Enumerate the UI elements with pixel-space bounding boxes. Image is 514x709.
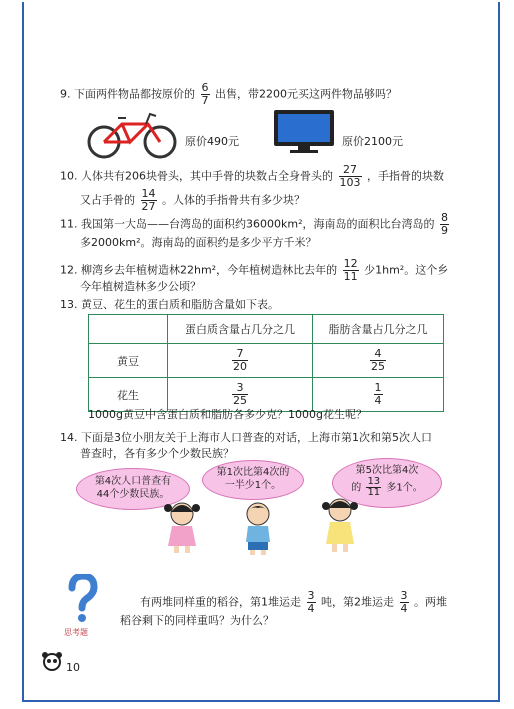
q9-text-after: 出售，带2200元买这两件物品够吗？ — [215, 87, 397, 101]
q11-fraction: $\frac{8}{9}$ — [441, 211, 448, 237]
think-fraction-2: $\frac{3}{4}$ — [400, 589, 408, 615]
table-row — [89, 344, 444, 378]
bike-price: 原价490元 — [185, 135, 239, 148]
think-question: 有两堆同样重的稻谷，第1堆运走 $\frac{3}{4}$ 吨，第2堆运走 $\frac{3}{4}$ 。两堆 — [140, 589, 447, 615]
question-9 — [60, 82, 397, 107]
table-cell-fraction: $\frac{1}{4}$ — [374, 381, 382, 407]
question-13: 13. 黄豆、花生的蛋白质和脂肪含量如下表。 — [60, 298, 279, 311]
think-badge: 思考题 — [64, 628, 88, 637]
question-mark-icon — [64, 574, 100, 624]
table-cell-fraction: $\frac{7}{20}$ — [233, 347, 248, 373]
table-cell-fraction: $\frac{3}{25}$ — [233, 381, 248, 407]
bicycle-image — [86, 110, 178, 160]
bubble-fraction: $\frac{13}{11}$ — [367, 476, 381, 498]
table-header: 脂肪含量占几分之几 — [313, 315, 444, 344]
question-11-line-2: 多2000km²。海南岛的面积约是多少平方千米？ — [80, 236, 317, 249]
table-cell-fraction: $\frac{4}{25}$ — [371, 347, 386, 373]
boy-illustration — [236, 500, 280, 556]
q9-text-before: 下面两件物品都按原价的 — [74, 87, 195, 101]
question-11: 11. 我国第一大岛——台湾岛的面积约36000km²，海南岛的面积比台湾岛的 $\frac{8}{9}$ — [60, 211, 448, 237]
table-row — [89, 378, 444, 412]
think-question-line-2: 稻谷剩下的同样重吗？为什么？ — [120, 614, 274, 627]
speech-bubble-2: 第1次比第4次的 一半少1个。 — [202, 460, 304, 500]
question-10: 10. 人体共有206块骨头，其中手骨的块数占全身骨头的 $\frac{27}{103}$ ，手指骨的块数 — [60, 163, 444, 189]
panda-icon — [40, 650, 64, 672]
table-row-label: 黄豆 — [89, 344, 168, 378]
speech-bubble-1: 第4次人口普查有 44个少数民族。 — [76, 468, 190, 510]
think-fraction-1: $\frac{3}{4}$ — [307, 589, 315, 615]
speech-bubble-3: 第5次比第4次 的 $\frac{13}{11}$ 多1个。 — [332, 458, 442, 508]
tv-price: 原价2100元 — [342, 135, 403, 148]
question-14: 14. 下面是3位小朋友关于上海市人口普查的对话，上海市第1次和第5次人口 — [60, 431, 432, 444]
tv-image — [272, 108, 336, 154]
question-14-line-2: 普查时，各有多少个少数民族？ — [80, 447, 234, 460]
q12-fraction: $\frac{12}{11}$ — [343, 257, 358, 283]
q10-fraction-1: $\frac{27}{103}$ — [339, 163, 361, 189]
q9-fraction: $\frac{6}{7}$ — [201, 81, 209, 107]
question-13-ask: 1000g黄豆中含蛋白质和脂肪各多少克？1000g花生呢？ — [88, 408, 367, 421]
nutrition-table — [88, 314, 444, 412]
table-row-label: 花生 — [89, 378, 168, 412]
girl-illustration-left — [160, 500, 204, 554]
q9-number: 9. — [60, 87, 71, 101]
q10-fraction-2: $\frac{14}{27}$ — [141, 187, 156, 213]
page-number: 10 — [66, 661, 80, 674]
question-12-line-2: 今年植树造林多少公顷？ — [80, 280, 201, 293]
question-10-line-2: 又占手骨的 $\frac{14}{27}$ 。人体的手指骨共有多少块？ — [80, 187, 305, 213]
table-header-row — [89, 315, 444, 344]
question-12: 12. 柳湾乡去年植树造林22hm²，今年植树造林比去年的 $\frac{12}{11}$ 少1hm²。这个乡 — [60, 257, 449, 283]
table-header: 蛋白质含量占几分之几 — [168, 315, 313, 344]
girl-illustration-right — [318, 496, 362, 554]
